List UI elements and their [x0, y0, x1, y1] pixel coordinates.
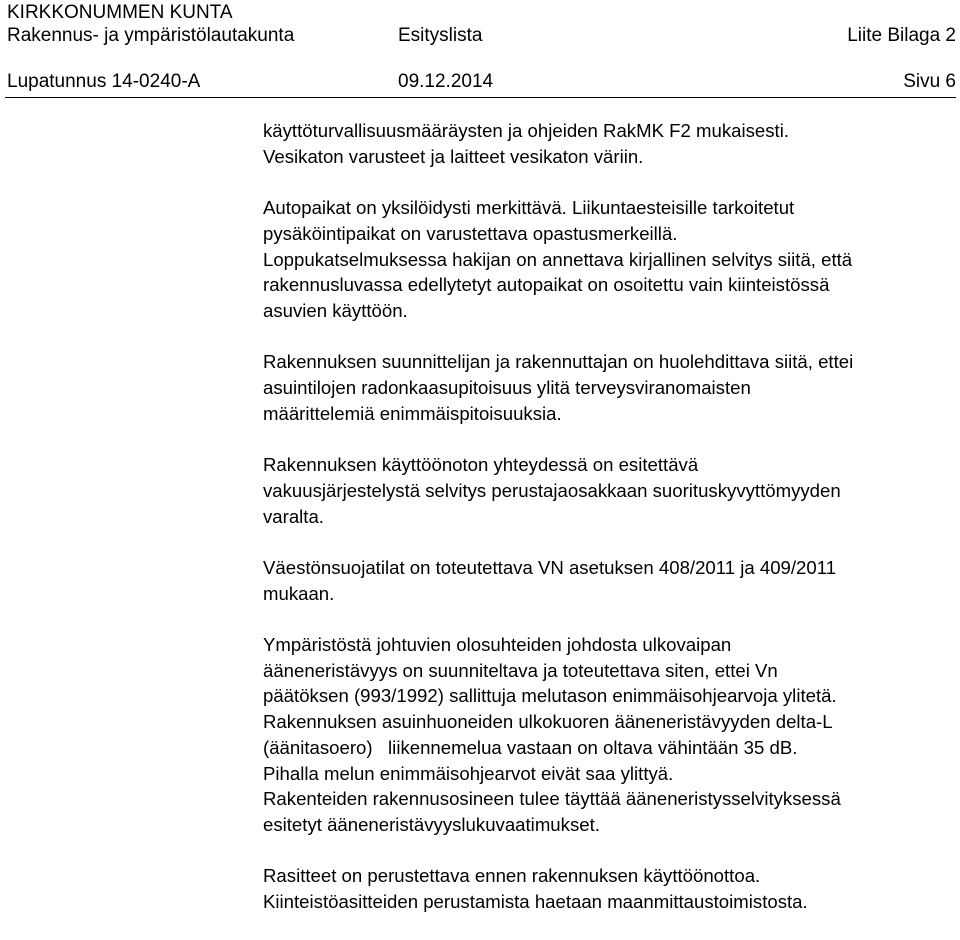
text-line: vakuusjärjestelystä selvitys perustajaosakkaan suorituskyvyttömyyden [263, 479, 841, 501]
document-header [7, 0, 956, 94]
text-line: rakennusluvassa edellytetyt autopaikat on osoitettu vain kiinteistössä [263, 274, 830, 296]
text-line: Väestönsuojatilat on toteutettava VN asetuksen 408/2011 ja 409/2011 [263, 556, 837, 578]
header-row-organization [7, 0, 956, 24]
text-line: asuvien käyttöön. [263, 299, 408, 321]
text-line: Loppukatselmuksessa hakijan on annettava kirjallinen selvitys siitä, että [263, 248, 853, 270]
text-line: Pihalla melun enimmäisohjearvot eivät saa ylittyä. [263, 762, 674, 784]
text-line: Rasitteet on perustettava ennen rakennuksen käyttöönottoa. [263, 865, 761, 887]
paragraph [263, 632, 953, 838]
paragraph [263, 555, 953, 606]
header-row-permit [7, 70, 956, 94]
appendix-label: Liite Bilaga 2 [847, 25, 956, 46]
page-number: Sivu 6 [903, 71, 956, 92]
text-line: esitetyt ääneneristävyyslukuvaatimukset. [263, 813, 600, 835]
text-line: Rakennuksen asuinhuoneiden ulkokuoren ääneneristävyyden delta-L [263, 711, 833, 733]
text-line: päätöksen (993/1992) sallittuja melutason enimmäisohjearvoja ylitetä. [263, 685, 837, 707]
paragraph [263, 118, 953, 169]
text-line: ääneneristävyys on suunniteltava ja toteutettava siten, ettei Vn [263, 659, 778, 681]
header-row-board [7, 24, 956, 48]
text-line: mukaan. [263, 582, 335, 604]
text-line: varalta. [263, 505, 324, 527]
paragraph [263, 349, 953, 426]
document-date: 09.12.2014 [398, 71, 494, 92]
text-line: pysäköintipaikat on varustettava opastusmerkeillä. [263, 222, 678, 244]
text-line: määrittelemiä enimmäispitoisuuksia. [263, 402, 562, 424]
text-line: Vesikaton varusteet ja laitteet vesikaton väriin. [263, 145, 644, 167]
paragraph [263, 863, 953, 914]
paragraph [263, 195, 953, 324]
text-line: Autopaikat on yksilöidysti merkittävä. Liikuntaesteisille tarkoitetut [263, 197, 795, 219]
text-line: Rakenteiden rakennusosineen tulee täyttää ääneneristysselvityksessä [263, 788, 841, 810]
board-name: Rakennus- ja ympäristölautakunta [7, 25, 295, 46]
text-line: käyttöturvallisuusmääräysten ja ohjeiden RakMK F2 mukaisesti. [263, 120, 790, 141]
organization-name: KIRKKONUMMEN KUNTA [7, 2, 233, 23]
text-line: Rakennuksen suunnittelijan ja rakennuttajan on huolehdittava siitä, ettei [263, 351, 854, 373]
text-line: Rakennuksen käyttöönoton yhteydessä on esitettävä [263, 454, 699, 476]
text-line: Ympäristöstä johtuvien olosuhteiden johdosta ulkovaipan [263, 633, 732, 655]
header-divider [5, 97, 956, 98]
text-line: (äänitasoero) liikennemelua vastaan on oltava vähintään 35 dB. [263, 736, 798, 758]
agenda-label: Esityslista [398, 25, 483, 46]
text-line: asuintilojen radonkaasupitoisuus ylitä terveysviranomaisten [263, 377, 751, 398]
paragraph [263, 452, 953, 529]
permit-id: Lupatunnus 14-0240-A [7, 71, 201, 92]
document-body [263, 118, 953, 940]
text-line: Kiinteistöasitteiden perustamista haetaan maanmittaustoimistosta. [263, 891, 808, 912]
